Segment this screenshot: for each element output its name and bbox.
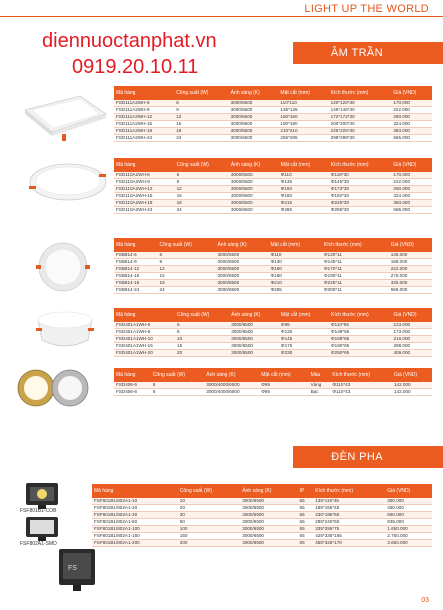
table-cell: FSD110A2WH-9: [114, 179, 175, 186]
table-cell: Bạc: [309, 389, 331, 396]
table-cell: Φ285: [279, 207, 329, 214]
table-cell: Φ285: [269, 287, 322, 294]
column-header: Công suất (W): [151, 368, 204, 382]
table-cell: FSB814-9: [114, 259, 158, 266]
table-cell: FSB814-12: [114, 266, 158, 273]
table-cell: 150: [178, 533, 241, 540]
column-header: Kích thước (mm): [329, 158, 392, 172]
table-cell: 145.000: [389, 252, 432, 259]
table-cell: FSD111A2WH-15: [114, 121, 174, 128]
table-cell: FSD110A2WH-12: [114, 186, 175, 193]
table-cell: Φ110: [269, 252, 322, 259]
table-cell: 3000/4000/6500: [204, 382, 259, 389]
table-row: [114, 207, 432, 214]
table-cell: Φ130: [279, 329, 329, 336]
shop-name: diennuoctanphat.vn: [42, 30, 217, 52]
table-cell: 324.000: [391, 193, 432, 200]
category-banner-am-tran: [293, 42, 443, 64]
table-cell: FSD111A2WH-24: [114, 135, 174, 142]
column-header: Mã hàng: [92, 484, 178, 498]
table-cell: 350.000: [385, 498, 432, 505]
table-cell: Vàng: [309, 382, 331, 389]
table-cell: Φ180: [279, 193, 329, 200]
column-header: Giá (VND): [391, 86, 432, 100]
table-row: [114, 114, 432, 121]
table-cell: 3000/6500: [215, 259, 268, 266]
column-header: Giá (VND): [385, 484, 432, 498]
table-cell: 15: [158, 273, 216, 280]
category-banner-den-pha: [293, 446, 443, 468]
table-row: [114, 266, 432, 273]
gold-silver-downlight-image: [16, 366, 92, 410]
table-cell: 6: [158, 252, 216, 259]
table-cell: FSB814-6: [114, 252, 158, 259]
table-cell: 65: [298, 540, 314, 547]
table-header-row: [114, 86, 432, 100]
table-cell: 135*135: [278, 107, 328, 114]
table-cell: 285*240*60: [313, 519, 385, 526]
table-cell: Φ250*65: [329, 350, 391, 357]
table-cell: 383.000: [391, 200, 432, 207]
table-cell: 3000/6500: [229, 121, 279, 128]
table-cell: 6: [175, 172, 229, 179]
table-row: [114, 259, 432, 266]
table-cell: 9: [174, 107, 228, 114]
table-cell: 20: [175, 350, 229, 357]
table-cell: 660.000: [385, 512, 432, 519]
table-cell: 3000/6500: [215, 280, 268, 287]
table-row: [114, 287, 432, 294]
table-cell: 3000/4000/6500: [204, 389, 259, 396]
table-cell: FSB814-15: [114, 273, 158, 280]
table-cell: 12: [174, 114, 228, 121]
table-row: [92, 540, 432, 547]
table-cell: Φ110*65: [329, 322, 391, 329]
column-header: Công suất (W): [174, 86, 228, 100]
table-cell: 20: [178, 505, 241, 512]
table-cell: 935.000: [385, 519, 432, 526]
table-cell: Φ295*30: [329, 207, 392, 214]
table-cell: 3000/6500: [215, 273, 268, 280]
table-cell: 6: [151, 382, 204, 389]
table-cell: 455*325*170: [313, 540, 385, 547]
table-header-row: [114, 368, 432, 382]
table-header-row: [114, 308, 432, 322]
round-downlight-image: [36, 240, 90, 294]
table-cell: 123.000: [391, 322, 432, 329]
table-row: [114, 135, 432, 142]
table-cell: FSD401A1WH-15: [114, 343, 175, 350]
table-cell: FSD401A1WH-20: [114, 350, 175, 357]
table-cell: Φ119*30: [329, 172, 392, 179]
table-cell: 200*200*30: [329, 121, 392, 128]
column-header: Ánh sáng (K): [229, 308, 279, 322]
table-cell: 3.650.000: [385, 540, 432, 547]
table-cell: 490.000: [385, 505, 432, 512]
table-cell: FSD111A2WH-9: [114, 107, 174, 114]
column-header: Mã hàng: [114, 238, 158, 252]
table-row: [114, 343, 432, 350]
table-cell: Φ175: [279, 343, 329, 350]
table-cell: FSF801B1/802A1-100: [92, 526, 178, 533]
table-cell: Φ230: [279, 350, 329, 357]
table-cell: 222.000: [391, 179, 432, 186]
table-cell: FSF801B1/802A1-10: [92, 498, 178, 505]
header-title: LIGHT UP THE WORLD: [304, 3, 429, 15]
table-cell: 3000/6500: [229, 207, 279, 214]
table-cell: FSD110A2WH-15: [114, 193, 175, 200]
price-table-fsd401: [114, 308, 432, 357]
table-cell: 2.750.000: [385, 533, 432, 540]
table-cell: 260.000: [391, 186, 432, 193]
table-cell: Φ95: [259, 389, 308, 396]
table-cell: 425*335*165: [313, 533, 385, 540]
table-cell: 65: [298, 519, 314, 526]
table-cell: 3000/6500: [229, 350, 279, 357]
flood-light-cob-image: [22, 480, 62, 510]
column-header: Công suất (W): [175, 158, 229, 172]
table-cell: 222.000: [389, 266, 432, 273]
table-cell: Φ148*65: [329, 329, 391, 336]
table-cell: 146*146*30: [329, 107, 392, 114]
table-cell: FSD401A1WH-8: [114, 329, 175, 336]
table-cell: 265*285: [278, 135, 328, 142]
table-row: [114, 128, 432, 135]
table-cell: 3000/6500: [229, 336, 279, 343]
column-header: Mã hàng: [114, 308, 175, 322]
table-row: [114, 273, 432, 280]
table-cell: 9: [175, 179, 229, 186]
table-cell: 409.000: [391, 350, 432, 357]
table-cell: 3000/6500: [215, 252, 268, 259]
table-cell: 12: [175, 186, 229, 193]
table-cell: 6: [151, 389, 204, 396]
table-cell: 50: [178, 519, 241, 526]
table-cell: 9: [158, 259, 216, 266]
column-header: Ánh sáng (K): [215, 238, 268, 252]
table-cell: Φ110: [279, 172, 329, 179]
table-cell: 3000/6500: [229, 114, 279, 121]
table-row: [114, 179, 432, 186]
image-label-cob: FSF801B1-COB: [20, 508, 57, 514]
column-header: Mặt cắt (mm): [269, 238, 322, 252]
table-cell: 188.000: [389, 259, 432, 266]
table-row: [114, 329, 432, 336]
table-cell: Φ300*11: [322, 287, 389, 294]
column-header: Giá (VND): [391, 158, 432, 172]
table-row: [114, 336, 432, 343]
table-cell: 3000/6500: [229, 186, 279, 193]
table-cell: 100: [178, 526, 241, 533]
table-cell: FSD111A2WH-12: [114, 114, 174, 121]
page-number: 03: [421, 597, 429, 604]
table-cell: 3000/6500: [240, 505, 297, 512]
column-header: Giá (VND): [392, 368, 432, 382]
table-cell: 30: [178, 512, 241, 519]
table-header-row: [114, 238, 432, 252]
table-cell: FSD401A1WH-6: [114, 322, 175, 329]
table-cell: 3000/6500: [240, 519, 297, 526]
table-cell: Φ110*43: [330, 389, 392, 396]
table-cell: Φ130: [269, 259, 322, 266]
table-cell: 3000/6500: [229, 343, 279, 350]
table-cell: 170.000: [391, 100, 432, 107]
table-row: [114, 107, 432, 114]
table-cell: FSF801B1/802A1-150: [92, 533, 178, 540]
table-row: [114, 200, 432, 207]
table-cell: Φ160: [269, 266, 322, 273]
table-cell: FSD110A2WH-24: [114, 207, 175, 214]
table-cell: 65: [298, 505, 314, 512]
table-cell: 18: [174, 128, 228, 135]
table-cell: FSD406-6: [114, 389, 151, 396]
deep-downlight-image: [32, 306, 98, 352]
table-cell: FSD406-6: [114, 382, 151, 389]
column-header: Công suất (W): [178, 484, 241, 498]
table-cell: Φ168*65: [329, 336, 391, 343]
table-cell: 6: [174, 100, 228, 107]
table-cell: 15: [174, 121, 228, 128]
price-table-fsf801: [92, 484, 432, 547]
table-cell: 3000/6500: [240, 533, 297, 540]
table-row: [114, 186, 432, 193]
table-cell: 275.000: [389, 273, 432, 280]
table-cell: 260.000: [391, 114, 432, 121]
table-cell: 665.000: [391, 135, 432, 142]
price-table-fsd110: [114, 158, 432, 214]
table-cell: Φ192*30: [329, 193, 392, 200]
table-cell: 3000/6500: [240, 540, 297, 547]
column-header: Màu: [309, 368, 331, 382]
table-cell: 24: [175, 207, 229, 214]
table-cell: 324.000: [391, 121, 432, 128]
table-cell: 3000/6500: [229, 193, 279, 200]
table-row: [92, 526, 432, 533]
column-header: Mặt cắt (mm): [259, 368, 308, 382]
table-cell: 3000/6500: [229, 200, 279, 207]
table-cell: 383.000: [391, 128, 432, 135]
category-label: ÂM TRẦN: [330, 47, 383, 59]
table-row: [114, 280, 432, 287]
svg-text:FS: FS: [68, 565, 77, 572]
table-cell: 3000/6500: [229, 128, 279, 135]
column-header: IP: [298, 484, 314, 498]
table-cell: 15: [175, 343, 229, 350]
table-cell: 65: [298, 526, 314, 533]
table-cell: 172*172*30: [329, 114, 392, 121]
table-cell: 210*210: [278, 128, 328, 135]
table-cell: Φ215: [279, 200, 329, 207]
table-cell: 6: [175, 322, 229, 329]
column-header: Kích thước (mm): [330, 368, 392, 382]
table-cell: Φ120*11: [322, 252, 389, 259]
table-cell: 12: [158, 266, 216, 273]
table-cell: Φ225*30: [329, 200, 392, 207]
table-cell: Φ190*65: [329, 343, 391, 350]
table-cell: Φ210: [269, 280, 322, 287]
table-cell: 65: [298, 533, 314, 540]
table-cell: 18: [158, 280, 216, 287]
table-cell: 135*115*35: [313, 498, 385, 505]
table-cell: FSF801B1/802A1-20: [92, 505, 178, 512]
table-cell: 10: [178, 498, 241, 505]
column-header: Công suất (W): [158, 238, 216, 252]
column-header: Kích thước (mm): [329, 308, 391, 322]
column-header: Mặt cắt (mm): [279, 158, 329, 172]
header-line: [0, 16, 443, 17]
table-cell: 24: [174, 135, 228, 142]
table-row: [114, 350, 432, 357]
table-cell: 3000/6500: [240, 526, 297, 533]
table-cell: Φ180: [269, 273, 322, 280]
table-cell: Φ110*43: [330, 382, 392, 389]
table-cell: 15: [175, 193, 229, 200]
table-cell: FSD110A2WH-6: [114, 172, 175, 179]
table-cell: 3000/6500: [229, 329, 279, 336]
table-cell: 3000/6500: [215, 287, 268, 294]
table-cell: 3000/6500: [229, 100, 279, 107]
table-cell: 65: [298, 512, 314, 519]
table-cell: 565.000: [389, 287, 432, 294]
table-row: [92, 533, 432, 540]
column-header: Kích thước (mm): [322, 238, 389, 252]
column-header: Ánh sáng (K): [240, 484, 297, 498]
table-row: [114, 389, 432, 396]
table-cell: Φ225*11: [322, 280, 389, 287]
table-row: [92, 505, 432, 512]
column-header: Giá (VND): [391, 308, 432, 322]
table-cell: Φ160: [279, 186, 329, 193]
table-cell: 3000/6500: [229, 179, 279, 186]
table-cell: 8: [175, 329, 229, 336]
table-header-row: [92, 484, 432, 498]
table-cell: 298*299*30: [329, 135, 392, 142]
table-cell: 3000/6500: [240, 512, 297, 519]
column-header: Công suất (W): [175, 308, 229, 322]
table-cell: Φ145*30: [329, 179, 392, 186]
table-cell: 3000/6500: [215, 266, 268, 273]
table-cell: 335*295*75: [313, 526, 385, 533]
table-cell: 142.000: [392, 389, 432, 396]
table-cell: 160*160: [278, 114, 328, 121]
table-cell: Φ190*11: [322, 273, 389, 280]
table-cell: Φ173*30: [329, 186, 392, 193]
price-table-fsd406: [114, 368, 432, 396]
flood-light-large-image: [56, 546, 98, 594]
table-cell: 110*110: [278, 100, 328, 107]
table-cell: 65: [298, 498, 314, 505]
table-row: [114, 121, 432, 128]
column-header: Mã hàng: [114, 368, 151, 382]
table-cell: 10: [175, 336, 229, 343]
column-header: Mã hàng: [114, 86, 174, 100]
column-header: Kích thước (mm): [329, 86, 392, 100]
table-cell: FSF801B1/802A1-30: [92, 512, 178, 519]
table-cell: 210.000: [391, 336, 432, 343]
column-header: Giá (VND): [389, 238, 432, 252]
table-cell: Φ135: [279, 179, 329, 186]
price-table-fsb814: [114, 238, 432, 294]
table-cell: Φ95: [279, 322, 329, 329]
table-cell: FSF801B1/802A1-200: [92, 540, 178, 547]
column-header: Mặt cắt (mm): [278, 86, 328, 100]
table-cell: Φ145*11: [322, 259, 389, 266]
table-cell: 173.000: [391, 329, 432, 336]
table-cell: 665.000: [391, 207, 432, 214]
table-cell: 190*190: [278, 121, 328, 128]
price-table-fsd111: [114, 86, 432, 142]
table-cell: 298.000: [391, 343, 432, 350]
table-cell: 185*155*45: [313, 505, 385, 512]
table-cell: 18: [175, 200, 229, 207]
table-row: [92, 512, 432, 519]
column-header: Ánh sáng (K): [204, 368, 259, 382]
table-cell: 3000/6500: [229, 135, 279, 142]
table-cell: FSD401A1WH-10: [114, 336, 175, 343]
image-label-smd: FSF802A1-SMD: [20, 541, 57, 547]
square-panel-light-image: [20, 92, 110, 144]
table-cell: 200: [178, 540, 241, 547]
table-cell: Φ95: [259, 382, 308, 389]
table-cell: FSB814-24: [114, 287, 158, 294]
flood-light-smd-image: [22, 514, 62, 542]
table-cell: 120*120*30: [329, 100, 392, 107]
table-cell: Φ170*11: [322, 266, 389, 273]
table-cell: 225*225*30: [329, 128, 392, 135]
table-cell: 170.000: [391, 172, 432, 179]
table-cell: FSD110A2WH-18: [114, 200, 175, 207]
column-header: Mặt cắt (mm): [279, 308, 329, 322]
table-cell: 325.000: [389, 280, 432, 287]
table-cell: 3000/6500: [229, 107, 279, 114]
table-cell: 3000/6500: [229, 172, 279, 179]
table-cell: 24: [158, 287, 216, 294]
column-header: Ánh sáng (K): [229, 158, 279, 172]
table-cell: FSF801B1/802A1-50: [92, 519, 178, 526]
table-cell: 222.000: [391, 107, 432, 114]
table-cell: 3000/6500: [240, 498, 297, 505]
table-cell: 3000/6500: [229, 322, 279, 329]
round-panel-light-image: [26, 158, 112, 206]
table-header-row: [114, 158, 432, 172]
table-cell: 1.650.000: [385, 526, 432, 533]
table-cell: Φ145: [279, 336, 329, 343]
column-header: Ánh sáng (K): [229, 86, 279, 100]
table-cell: FSD111A2WH-6: [114, 100, 174, 107]
table-cell: FSD111A2WH-18: [114, 128, 174, 135]
table-cell: 142.000: [392, 382, 432, 389]
table-row: [114, 193, 432, 200]
column-header: Kích thước (mm): [313, 484, 385, 498]
table-row: [92, 519, 432, 526]
column-header: Mã hàng: [114, 158, 175, 172]
category-label: ĐÈN PHA: [331, 451, 383, 463]
table-cell: FSB814-18: [114, 280, 158, 287]
table-cell: 230*195*50: [313, 512, 385, 519]
shop-phone: 0919.20.10.11: [72, 56, 199, 78]
